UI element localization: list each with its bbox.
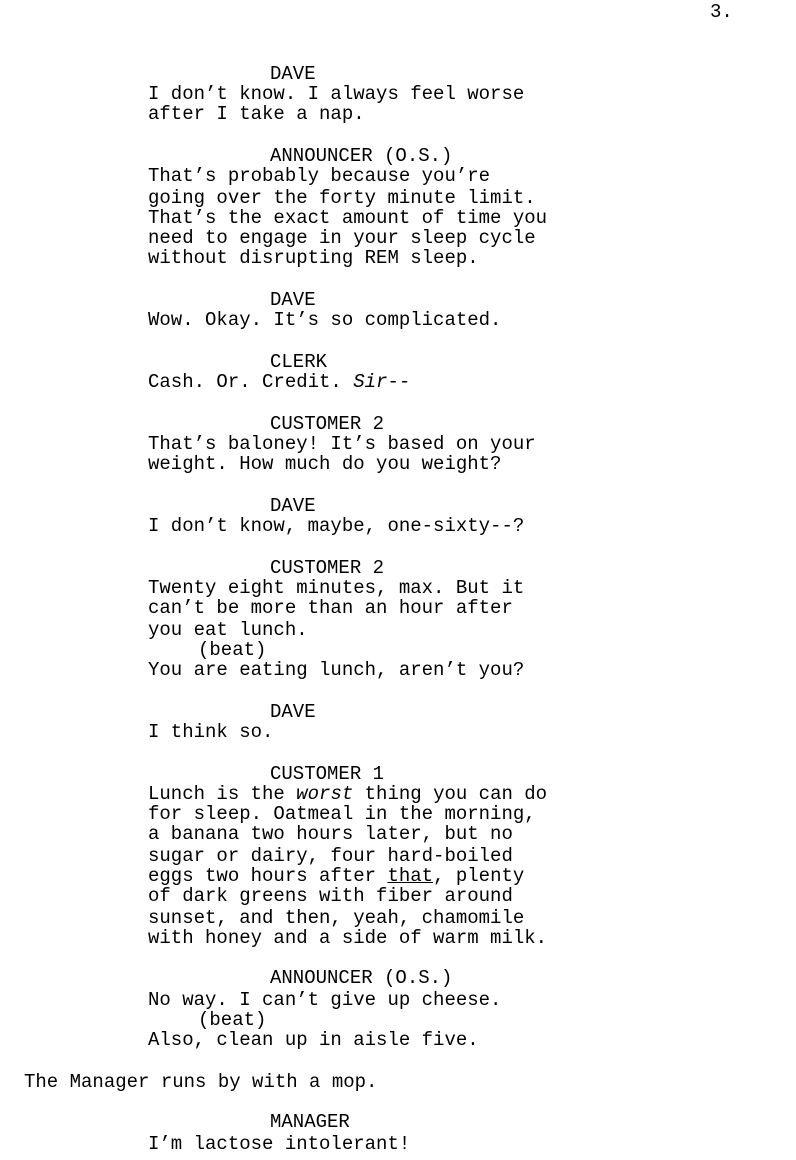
character-name: CUSTOMER 2 (270, 413, 385, 435)
character-name: ANNOUNCER (O.S.) (270, 145, 453, 167)
character-name: DAVE (270, 495, 316, 517)
dialogue-line: That’s the exact amount of time you (148, 207, 548, 229)
dialogue-line: for sleep. Oatmeal in the morning, (148, 803, 536, 825)
dialogue-line: Cash. Or. Credit. Sir-- (148, 371, 411, 393)
dialogue-line: you eat lunch. (148, 619, 308, 641)
dialogue-line: That’s probably because you’re (148, 165, 491, 187)
character-name: CLERK (270, 351, 328, 373)
dialogue-line: I don’t know, maybe, one-sixty--? (148, 515, 525, 537)
character-name: CUSTOMER 2 (270, 557, 385, 579)
dialogue-line: a banana two hours later, but no (148, 823, 513, 845)
parenthetical: (beat) (198, 1009, 267, 1031)
character-name: ANNOUNCER (O.S.) (270, 967, 453, 989)
action-line: The Manager runs by with a mop. (24, 1071, 378, 1093)
page-number: 3. (710, 1, 733, 23)
dialogue-line: of dark greens with fiber around (148, 885, 513, 907)
dialogue-line: can’t be more than an hour after (148, 597, 513, 619)
dialogue-line: That’s baloney! It’s based on your (148, 433, 536, 455)
dialogue-line: I think so. (148, 721, 274, 743)
dialogue-line: Also, clean up in aisle five. (148, 1029, 479, 1051)
dialogue-line: without disrupting REM sleep. (148, 247, 479, 269)
dialogue-line: sugar or dairy, four hard-boiled (148, 845, 513, 867)
dialogue-line: Wow. Okay. It’s so complicated. (148, 309, 502, 331)
dialogue-line: No way. I can’t give up cheese. (148, 989, 502, 1011)
parenthetical: (beat) (198, 639, 267, 661)
dialogue-line: after I take a nap. (148, 103, 365, 125)
dialogue-line: I don’t know. I always feel worse (148, 83, 525, 105)
dialogue-line: sunset, and then, yeah, chamomile (148, 907, 525, 929)
dialogue-line: need to engage in your sleep cycle (148, 227, 536, 249)
dialogue-line: eggs two hours after that, plenty (148, 865, 525, 887)
character-name: DAVE (270, 289, 316, 311)
dialogue-line: Twenty eight minutes, max. But it (148, 577, 525, 599)
dialogue-line: with honey and a side of warm milk. (148, 927, 548, 949)
character-name: MANAGER (270, 1111, 350, 1133)
character-name: DAVE (270, 701, 316, 723)
dialogue-line: You are eating lunch, aren’t you? (148, 659, 525, 681)
dialogue-line: I’m lactose intolerant! (148, 1133, 411, 1155)
character-name: DAVE (270, 63, 316, 85)
dialogue-line: weight. How much do you weight? (148, 453, 502, 475)
character-name: CUSTOMER 1 (270, 763, 385, 785)
dialogue-line: Lunch is the worst thing you can do (148, 783, 548, 805)
dialogue-line: going over the forty minute limit. (148, 187, 536, 209)
